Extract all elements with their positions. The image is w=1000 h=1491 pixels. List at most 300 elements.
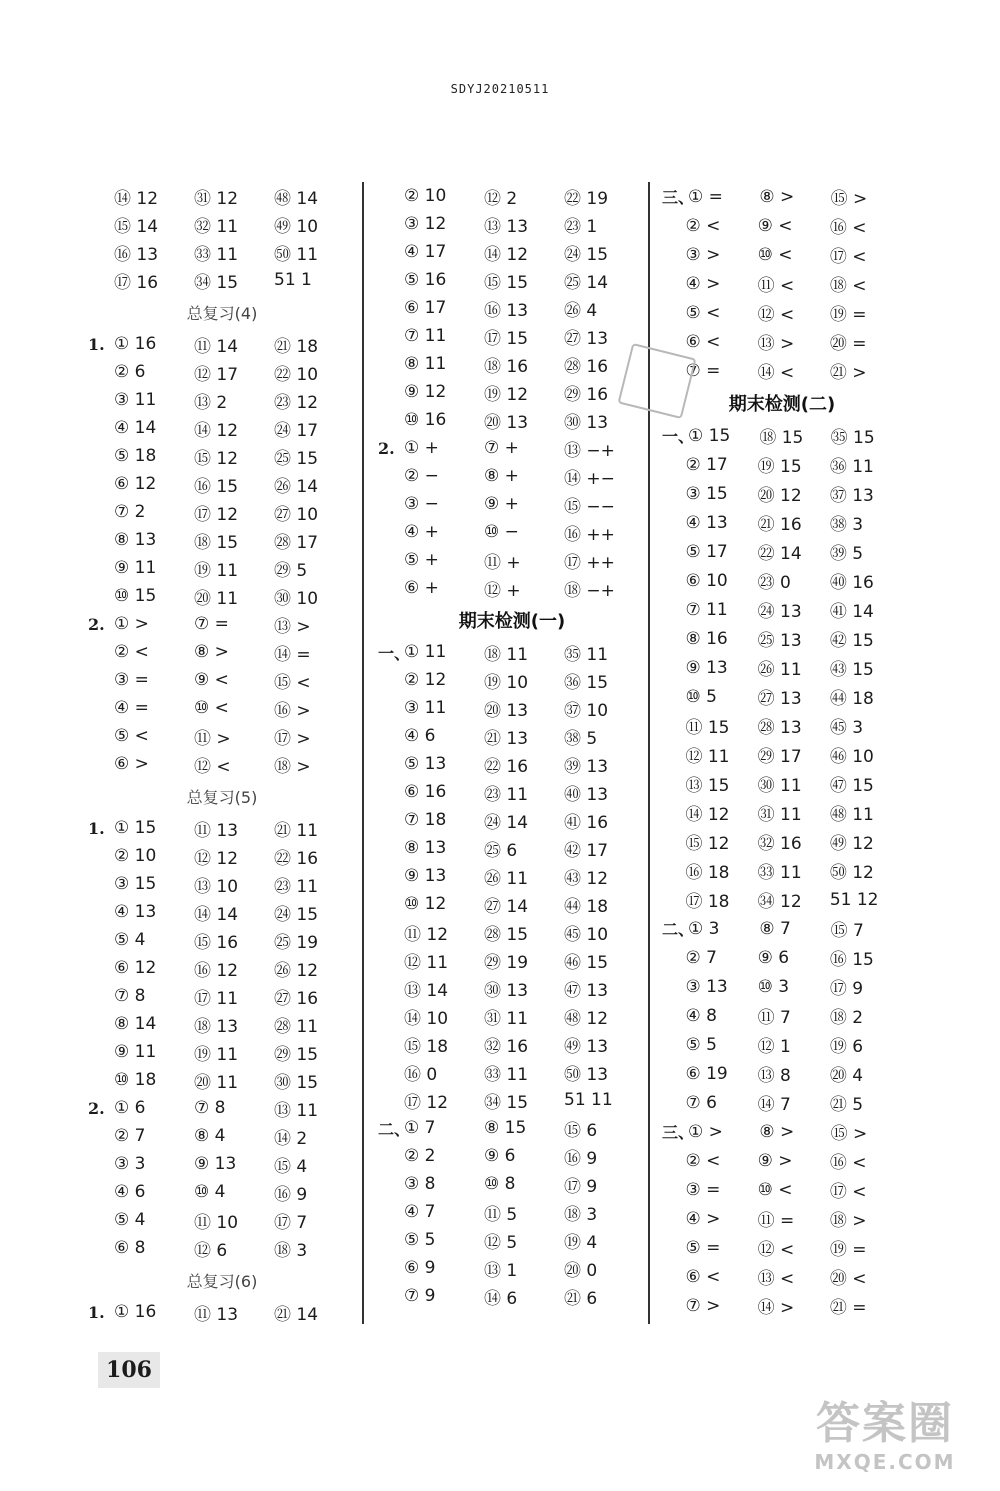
answer-cell: ㉓ 11 [484,784,529,805]
answer-cell: ⑨ + [484,494,519,514]
answer-cell: ㉕ 14 [564,272,609,293]
answer-cell: ⑲ 11 [194,560,239,581]
answer-cell: ⑪ 15 [685,718,730,738]
answer-cell: ㉜ 11 [194,216,239,237]
answer-cell: ⑬ > [757,334,795,354]
answer-row [662,653,902,682]
answer-cell: ⑪ 5 [484,1204,518,1225]
answer-cell: ⑲ 10 [484,672,529,693]
question-number: 1. [88,818,105,838]
answer-cell: ⑲ 12 [484,384,529,405]
answer-cell: ㉓ 11 [274,876,319,897]
answer-cell: ㉚ 11 [757,776,802,796]
answer-row [378,1058,646,1086]
answer-cell: ⑧ + [484,466,519,486]
answer-cell: ⑮ 12 [685,834,730,854]
answer-row [662,798,902,827]
answer-row [378,666,646,694]
answer-row [378,862,646,890]
answer-cell: ㉑ 14 [274,1304,319,1325]
answer-cell: ⑱ 3 [564,1204,598,1225]
section-title: 期末检测(一) [458,611,566,632]
answer-cell: ㊼ 13 [564,980,609,1001]
answer-cell: 51 1 [274,270,312,290]
answer-cell: ㊵ 16 [829,573,874,593]
answer-cell: ㉖ 11 [484,868,529,889]
answer-cell: ⑳ 13 [484,700,529,721]
answer-row [378,974,646,1002]
answer-cell: ㊳ 5 [564,728,598,749]
answer-row [378,182,646,210]
answer-cell: ⑯ 18 [685,863,730,883]
answer-cell: ⑳ 13 [484,412,529,433]
answer-cell: ㉘ 15 [484,924,529,945]
answer-cell: ⑦ 8 [114,986,146,1006]
answer-cell: ⑱ 15 [194,532,239,553]
answer-row [662,566,902,595]
answer-cell: ⑨ 12 [404,382,447,402]
answer-cell: ㉑ 13 [484,728,529,749]
answer-cell: ② 6 [114,362,146,382]
answer-cell: ㊲ 13 [829,486,874,506]
answer-cell: ㉑ 6 [564,1288,598,1309]
answer-row [88,1206,356,1234]
answer-cell: ㊱ 15 [564,672,609,693]
answer-row [378,406,646,434]
answer-cell: ㊼ 15 [829,776,874,796]
answer-row [378,462,646,490]
answer-cell: ⑰ 9 [829,979,864,999]
answer-cell: ⑬ 1 [484,1260,518,1281]
answer-cell: ⑩ < [194,698,229,718]
answer-row [88,210,356,238]
answer-cell: ㉔ 13 [757,602,802,622]
answer-cell: ④ + [404,522,439,542]
answer-cell: ㉟ 15 [830,428,875,448]
question-number: 2. [378,438,395,458]
answer-cell: ⑯ > [274,700,311,721]
answer-row [88,638,356,666]
answer-cell: ⑯ < [829,1153,867,1173]
answer-cell: ⑤ 13 [404,754,447,774]
answer-cell: ② < [685,215,721,236]
answer-cell: ⑧ 11 [404,354,447,374]
answer-cell: ⑳ 0 [564,1260,598,1281]
answer-cell: ⑫ 5 [484,1232,518,1253]
answer-cell: ㉖ 11 [757,660,802,680]
answer-row [378,1170,646,1198]
answer-cell: ㊵ 13 [564,784,609,805]
answer-cell: ㉛ 12 [194,188,239,209]
answer-cell: ㉘ 17 [274,532,319,553]
answer-cell: ㉞ 15 [194,272,239,293]
answer-cell: ⑯ 13 [484,300,529,321]
answer-cell: ⑰ 11 [194,988,239,1009]
answer-row [662,972,902,1001]
answer-row [88,926,356,954]
answer-cell: ⑮ 18 [404,1036,449,1057]
answer-cell: ④ > [685,1208,721,1229]
answer-cell: ⑧ > [759,1121,795,1142]
answer-cell: ⑬ 14 [404,980,449,1001]
answer-cell: ⑦ > [685,1295,721,1316]
answer-cell: ⑥ 8 [114,1238,146,1258]
answer-cell: ⑥ 16 [404,782,447,802]
answer-cell: ⑤ 16 [404,270,447,290]
answer-cell: ⑫ 2 [484,188,518,209]
answer-cell: ⑮ 7 [830,921,864,941]
answer-cell: ② 7 [114,1126,146,1146]
answer-cell: ⑯ 15 [194,476,239,497]
answer-cell: ⑯ 9 [274,1184,308,1205]
answer-cell: ⑭ 12 [685,805,730,825]
answer-cell: ③ 8 [404,1174,436,1194]
answer-cell: ⑭ 14 [194,904,239,925]
answer-cell: ⑪ > [194,728,231,749]
answer-cell: ⑭ > [757,1298,795,1318]
question-number: 一、 [662,427,695,446]
answer-cell: ㉓ 12 [274,392,319,413]
answer-row [662,1262,902,1291]
answer-row [88,1066,356,1094]
answer-cell: ⑯ 13 [114,244,159,265]
answer-cell: ㊸ 12 [564,868,609,889]
answer-row [662,537,902,566]
answer-cell: ⑮ < [274,672,311,693]
answer-cell: ⑬ < [757,1269,795,1289]
question-number: 2. [88,614,105,634]
answer-row [378,834,646,862]
answer-cell: ⑨ 11 [114,558,157,578]
answer-cell: ⑮ 16 [194,932,239,953]
answer-cell: ⑨ 6 [757,947,790,968]
column-divider [362,182,364,1324]
answer-cell: ⑩ 12 [404,894,447,914]
answer-cell: ㉔ 14 [484,812,529,833]
answer-row [378,238,646,266]
answer-cell: ㉘ 11 [274,1016,319,1037]
answer-cell: ④ 8 [685,1005,717,1026]
answer-row [662,211,902,240]
answer-row [88,1150,356,1178]
answer-cell: ㊳ 3 [829,515,864,535]
answer-row [662,1146,902,1175]
answer-cell: ⑮ −− [564,496,615,517]
answer-cell: ㉒ 16 [274,848,319,869]
answer-cell: ⑬ 15 [685,776,730,796]
answer-cell: ② 10 [114,846,157,866]
answer-cell: ③ 11 [404,698,447,718]
answer-cell: ① 3 [688,918,720,939]
answer-cell: ㉑ > [829,363,867,383]
answer-cell: ⑭ < [757,363,795,383]
answer-row [662,1175,902,1204]
answer-cell: ⑥ 9 [404,1258,436,1278]
answer-cell: ④ 13 [685,512,728,533]
answer-cell: ⑲ 6 [829,1037,864,1057]
answer-cell: ⑦ 9 [404,1286,436,1306]
answer-cell: ⑭ 12 [484,244,529,265]
answer-cell: ㊷ 15 [829,631,874,651]
answer-cell: ⑪ 7 [757,1008,791,1028]
answer-cell: ㉒ 19 [564,188,609,209]
answer-cell: ㉙ 17 [757,747,802,767]
answer-cell: ⑧ 14 [114,1014,157,1034]
answer-cell: ⑤ 5 [685,1034,717,1055]
answer-cell: ① 15 [114,818,157,838]
answer-cell: ⑤ 17 [685,541,728,562]
answer-cell: ⑰ < [829,247,867,267]
answer-cell: ⑤ 4 [114,930,146,950]
answer-cell: ㉑ 18 [274,336,319,357]
answer-cell: ⑫ < [194,756,231,777]
answer-row [378,694,646,722]
answer-row [378,890,646,918]
answer-cell: ⑩ 16 [404,410,447,430]
answer-cell: ⑧ > [194,642,229,662]
answer-cell: ㉘ 16 [564,356,609,377]
answer-cell: ⑬ 8 [757,1066,791,1086]
answer-cell: ⑩ 3 [757,976,790,997]
answer-cell: ② < [114,642,149,662]
answer-row [662,356,902,385]
answer-cell: ⑩ 18 [114,1070,157,1090]
question-number: 1. [88,334,105,354]
answer-cell: ① + [404,438,439,458]
answer-cell: ⑨ 13 [404,866,447,886]
answer-cell: ④ 7 [404,1202,436,1222]
answer-row [88,1178,356,1206]
answer-cell: ⑯ 15 [829,950,874,970]
answer-cell: ① 16 [114,1302,157,1322]
answer-row [88,1298,356,1326]
answer-cell: ⑪ 14 [194,336,239,357]
answer-cell: ⑯ ++ [564,524,615,545]
answer-cell: ㊾ 13 [564,1036,609,1057]
page-number: 106 [98,1352,160,1388]
answer-cell: ⑰ 9 [564,1176,598,1197]
answer-cell: ⑨ 11 [114,1042,157,1062]
section-title: 总复习(6) [186,1271,258,1291]
answer-row [378,1114,646,1142]
answer-row [662,856,902,885]
answer-row [88,954,356,982]
answer-cell: ㉘ 13 [757,718,802,738]
answer-row [662,269,902,298]
answer-cell: ㉕ 6 [484,840,518,861]
answer-row [378,1282,646,1310]
answer-row [378,1254,646,1282]
answer-row [88,470,356,498]
answer-row [378,350,646,378]
answer-cell: ⑤ = [685,1237,721,1258]
answer-row [662,595,902,624]
answer-row [662,508,902,537]
answer-row [88,442,356,470]
answer-cell: ㊿ 12 [829,863,874,883]
answer-cell: ㉗ 10 [274,504,319,525]
answer-row [88,526,356,554]
answer-cell: ㉙ 15 [274,1044,319,1065]
answer-cell: ③ 12 [404,214,447,234]
answer-cell: ⑱ 11 [484,644,529,665]
answer-cell: ⑮ > [830,1124,868,1144]
answer-cell: ㉙ 19 [484,952,529,973]
answer-cell: ⑯ < [829,218,867,238]
answer-cell: ⑰ 15 [484,328,529,349]
answer-cell: ① > [114,614,149,634]
answer-cell: ㊶ 16 [564,812,609,833]
answer-cell: ② − [404,466,439,486]
answer-cell: ㉝ 11 [484,1064,529,1085]
answer-row [662,1088,902,1117]
answer-cell: ⑩ < [757,244,793,265]
answer-cell: ⑧ 15 [484,1118,527,1138]
answer-cell: ⑯ 0 [404,1064,438,1085]
answer-cell: ㉑ 5 [829,1095,864,1115]
answer-cell: ㉗ 13 [564,328,609,349]
answer-row [662,1001,902,1030]
question-number: 二、 [662,920,695,939]
answer-cell: ⑧ 7 [759,918,791,939]
answer-cell: ㊺ 10 [564,924,609,945]
answer-row [378,918,646,946]
answer-cell: ⑧ 13 [404,838,447,858]
answer-cell: ⑩ 15 [114,586,157,606]
answer-cell: ⑭ 12 [114,188,159,209]
watermark-logo-text: 答案圈 [816,1398,954,1449]
answer-cell: ㉕ 19 [274,932,319,953]
answer-cell: ③ − [404,494,439,514]
answer-cell: ⑳ 11 [194,588,239,609]
answer-cell: ① 16 [114,334,157,354]
answer-row [378,546,646,574]
answer-cell: ⑮ 12 [194,448,239,469]
answer-cell: ⑰ 12 [194,504,239,525]
answer-cell: ㉚ 13 [484,980,529,1001]
answer-cell: ⑨ 13 [194,1154,237,1174]
answer-cell: ⑥ < [685,331,721,352]
answer-cell: ⑥ < [685,1266,721,1287]
answer-cell: ㉔ 15 [564,244,609,265]
answer-cell: ㉚ 15 [274,1072,319,1093]
answer-row [88,266,356,294]
answer-cell: ⑥ 12 [114,474,157,494]
answer-cell: ㉞ 15 [484,1092,529,1113]
answer-cell: ⑲ 4 [564,1232,598,1253]
answer-row [88,1038,356,1066]
answer-cell: ⑤ 5 [404,1230,436,1250]
answer-cell: ④ 13 [114,902,157,922]
answer-cell: ㊽ 14 [274,188,319,209]
answer-row [88,414,356,442]
answer-row [88,610,356,638]
answer-cell: ⑭ 12 [194,420,239,441]
answer-cell: ⑪ 12 [404,924,449,945]
answer-cell: ⑬ 2 [194,392,228,413]
answer-row [378,378,646,406]
answer-row [378,266,646,294]
answer-cell: ⑮ > [830,189,868,209]
answer-row [378,490,646,518]
answer-cell: ⑥ + [404,578,439,598]
answer-row [662,240,902,269]
answer-cell: ⑲ = [829,1240,867,1260]
answer-cell: ⑱ 3 [274,1240,308,1261]
answer-cell: ⑪ < [757,276,795,296]
answer-cell: ㉛ 11 [484,1008,529,1029]
watermark-site-text: MXQE.COM [814,1450,956,1474]
answer-cell: ㉙ 16 [564,384,609,405]
answer-row [662,943,902,972]
answer-cell: ㊿ 13 [564,1064,609,1085]
answer-cell: ⑰ 18 [685,892,730,912]
answer-cell: ⑦ 18 [404,810,447,830]
answer-cell: ⑨ > [757,1150,793,1171]
question-number: 三、 [662,1123,695,1142]
answer-column-1 [88,182,356,1326]
answer-cell: ⑰ 16 [114,272,159,293]
answer-cell: ⑳ 11 [194,1072,239,1093]
answer-cell: ㉓ 1 [564,216,598,237]
answer-cell: ⑧ 16 [685,628,728,649]
answer-cell: ㉚ 10 [274,588,319,609]
answer-cell: ② 7 [685,947,717,968]
question-number: 1. [88,1302,105,1322]
answer-cell: 51 11 [564,1090,613,1110]
answer-row [88,498,356,526]
answer-cell: ⑩ 4 [194,1182,226,1202]
answer-row [378,750,646,778]
answer-cell: ⑳ 4 [829,1066,864,1086]
answer-cell: ⑫ < [757,1240,795,1260]
answer-cell: ⑧ 4 [194,1126,226,1146]
answer-row [88,722,356,750]
answer-row [378,1142,646,1170]
answer-row [378,722,646,750]
answer-cell: ㉒ 16 [484,756,529,777]
answer-cell: ⑭ +− [564,468,615,489]
answer-cell: ㉕ 13 [757,631,802,651]
answer-cell: ㉒ 14 [757,544,802,564]
answer-cell: ⑪ + [484,552,521,573]
answer-row [662,479,902,508]
answer-cell: ㉓ 0 [757,573,791,593]
answer-cell: ㊸ 15 [829,660,874,680]
answer-row [378,294,646,322]
answer-cell: ⑩ 8 [484,1174,516,1194]
answer-cell: ㉗ 14 [484,896,529,917]
answer-row [662,769,902,798]
answer-row [662,711,902,740]
answer-cell: ⑯ 12 [194,960,239,981]
answer-cell: ③ 3 [114,1154,146,1174]
answer-cell: ⑧ 13 [114,530,157,550]
answer-cell: ⑦ 8 [194,1098,226,1118]
answer-cell: ⑫ 11 [404,952,449,973]
answer-cell: ㉙ 5 [274,560,308,581]
answer-row [88,238,356,266]
answer-cell: ⑫ 17 [194,364,239,385]
answer-row [88,330,356,358]
answer-cell: ⑭ 6 [484,1288,518,1309]
answer-row [662,1291,902,1320]
answer-cell: ⑲ 15 [757,457,802,477]
answer-cell: ⑧ > [759,186,795,207]
answer-cell: ⑱ > [829,1211,867,1231]
answer-cell: ③ = [114,670,149,690]
answer-cell: ⑰ > [274,728,311,749]
